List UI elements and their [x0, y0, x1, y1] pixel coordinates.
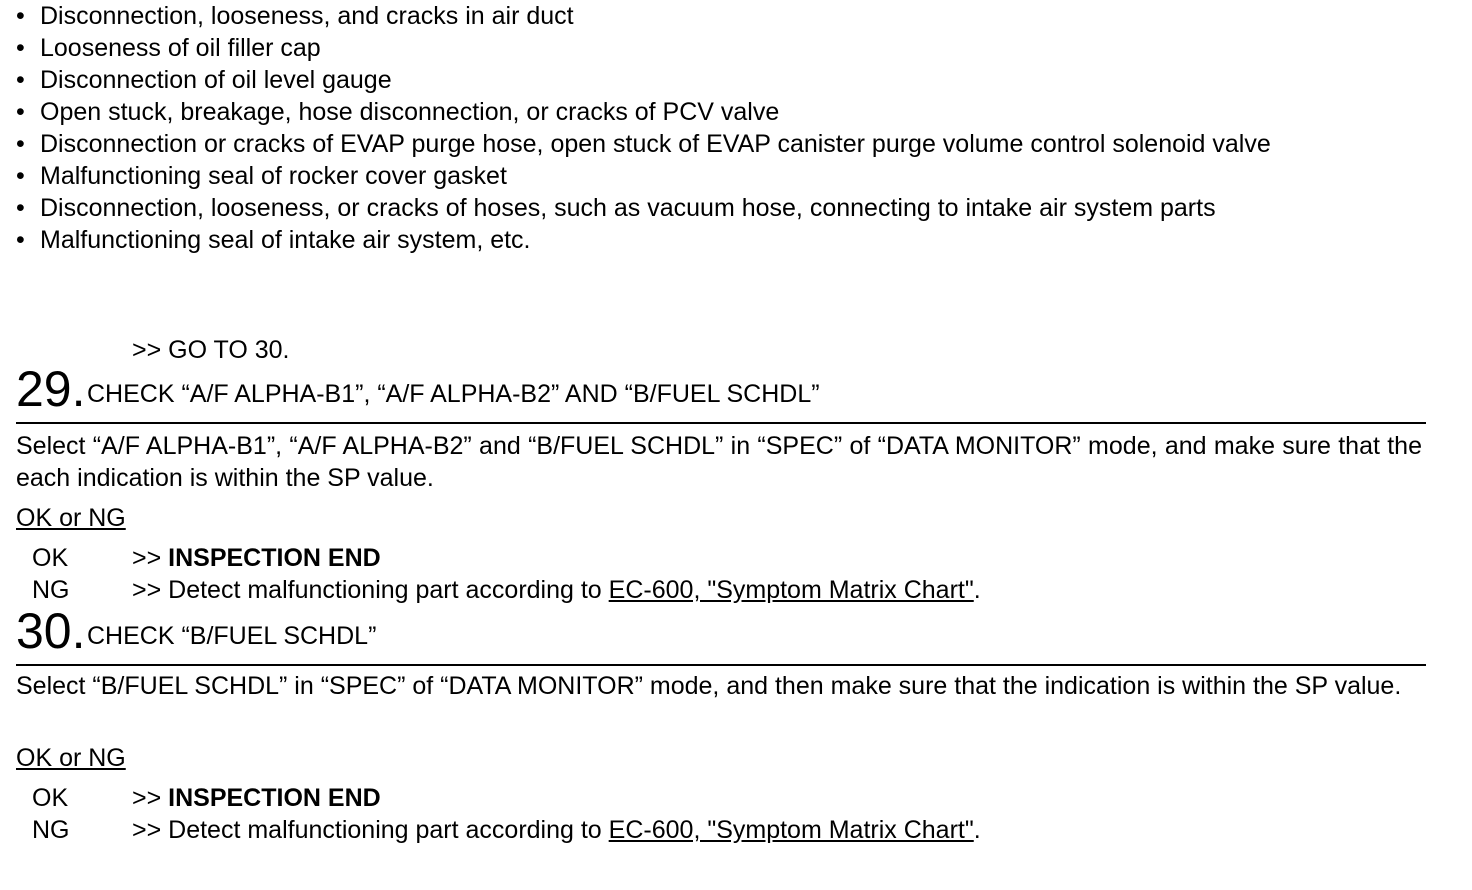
cause-text: Disconnection, looseness, and cracks in air duct — [40, 2, 574, 30]
cause-item — [16, 224, 1422, 256]
goto-step-text: >> GO TO 30. — [132, 336, 290, 364]
symptom-matrix-chart-link[interactable]: EC-600, "Symptom Matrix Chart" — [608, 576, 974, 604]
cause-text: Disconnection, looseness, or cracks of hoses, such as vacuum hose, connecting to intake air system parts — [40, 194, 1216, 222]
bullet-icon: • — [16, 226, 25, 254]
ng-prefix: >> Detect malfunctioning part according to — [132, 816, 609, 844]
cause-text: Disconnection of oil level gauge — [40, 66, 392, 94]
step-29-header — [16, 361, 1426, 424]
cause-text: Malfunctioning seal of intake air system, etc. — [40, 226, 531, 254]
cause-text: Disconnection or cracks of EVAP purge hose, open stuck of EVAP canister purge volume control solenoid valve — [40, 130, 1271, 158]
ok-prefix: >> — [132, 544, 169, 572]
cause-item — [16, 32, 1422, 64]
step-29-number: 29. — [16, 361, 86, 417]
step-30-header — [16, 603, 1426, 666]
cause-text: Open stuck, breakage, hose disconnection, or cracks of PCV valve — [40, 98, 780, 126]
bullet-icon: • — [16, 130, 25, 158]
symptom-matrix-chart-link[interactable]: EC-600, "Symptom Matrix Chart" — [608, 816, 974, 844]
cause-item — [16, 96, 1422, 128]
ng-prefix: >> Detect malfunctioning part according to — [132, 576, 609, 604]
ok-prefix: >> — [132, 784, 169, 812]
cause-item — [16, 64, 1422, 96]
ok-label: OK — [32, 544, 69, 572]
inspection-end-text: INSPECTION END — [168, 784, 381, 812]
ng-label: NG — [32, 816, 70, 844]
step-29-instructions: Select “A/F ALPHA-B1”, “A/F ALPHA-B2” and “B/FUEL SCHDL” in “SPEC” of “DATA MONITOR” mode, and make sure that the each indication is within the SP value. — [16, 432, 1422, 492]
step-30-number: 30. — [16, 603, 86, 659]
inspection-end-text: INSPECTION END — [168, 544, 381, 572]
step-29-ok-ng-heading: OK or NG — [16, 504, 126, 532]
cause-text: Looseness of oil filler cap — [40, 34, 321, 62]
ok-label: OK — [32, 784, 69, 812]
bullet-icon: • — [16, 34, 25, 62]
bullet-icon: • — [16, 162, 25, 190]
cause-item — [16, 192, 1422, 224]
step-30-instructions: Select “B/FUEL SCHDL” in “SPEC” of “DATA MONITOR” mode, and then make sure that the indication is within the SP value. — [16, 672, 1402, 700]
step-29-title: CHECK “A/F ALPHA-B1”, “A/F ALPHA-B2” AND “B/FUEL SCHDL” — [87, 380, 820, 408]
cause-item — [16, 0, 1422, 32]
ng-label: NG — [32, 576, 70, 604]
ng-suffix: . — [973, 576, 981, 604]
step-30-title: CHECK “B/FUEL SCHDL” — [87, 622, 377, 650]
step-30-ok-ng-heading: OK or NG — [16, 744, 126, 772]
bullet-icon: • — [16, 194, 25, 222]
cause-text: Malfunctioning seal of rocker cover gasket — [40, 162, 507, 190]
ng-suffix: . — [973, 816, 981, 844]
bullet-icon: • — [16, 98, 25, 126]
cause-item — [16, 160, 1422, 192]
bullet-icon: • — [16, 2, 25, 30]
cause-item — [16, 128, 1422, 160]
bullet-icon: • — [16, 66, 25, 94]
cause-list — [16, 0, 1422, 256]
